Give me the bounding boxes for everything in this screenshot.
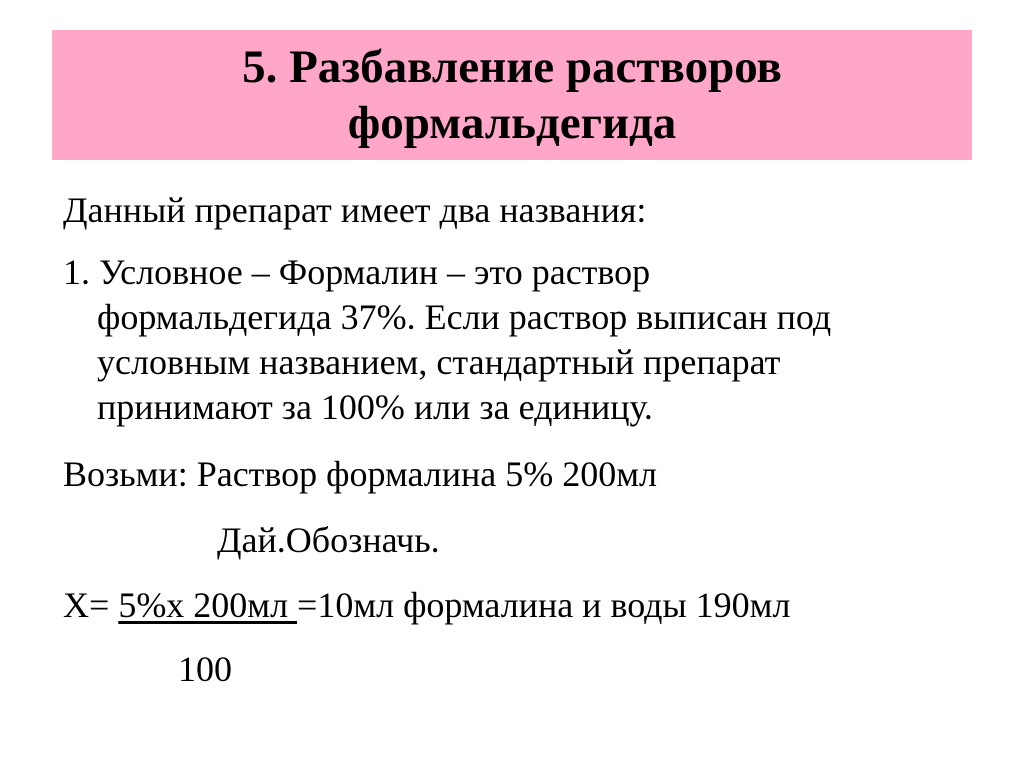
slide-title-line-1: 5. Разбавление растворов <box>242 41 782 93</box>
list-item-1-line-3: условным названием, стандартный препарат <box>97 342 781 382</box>
formula-denominator: 100 <box>178 649 232 689</box>
slide-title-banner <box>52 30 972 160</box>
formula-line <box>63 583 790 628</box>
sign-line: Дай.Обозначь. <box>217 520 440 560</box>
list-item-1 <box>63 250 963 430</box>
formula-prefix: Х= <box>63 585 119 625</box>
list-item-1-line-2: формальдегида 37%. Если раствор выписан под <box>97 297 832 337</box>
list-item-1-line-1: 1. Условное – Формалин – это раствор <box>63 252 651 292</box>
list-item-1-line-4: принимают за 100% или за единицу. <box>97 387 653 427</box>
intro-text: Данный препарат имеет два названия: <box>63 190 647 230</box>
formula-numerator: 5%х 200мл <box>118 585 298 625</box>
formula-result: =10мл формалина и воды 190мл <box>297 585 791 625</box>
slide-title-line-2: формальдегида <box>347 97 677 149</box>
recipe-line: Возьми: Раствор формалина 5% 200мл <box>63 454 657 494</box>
